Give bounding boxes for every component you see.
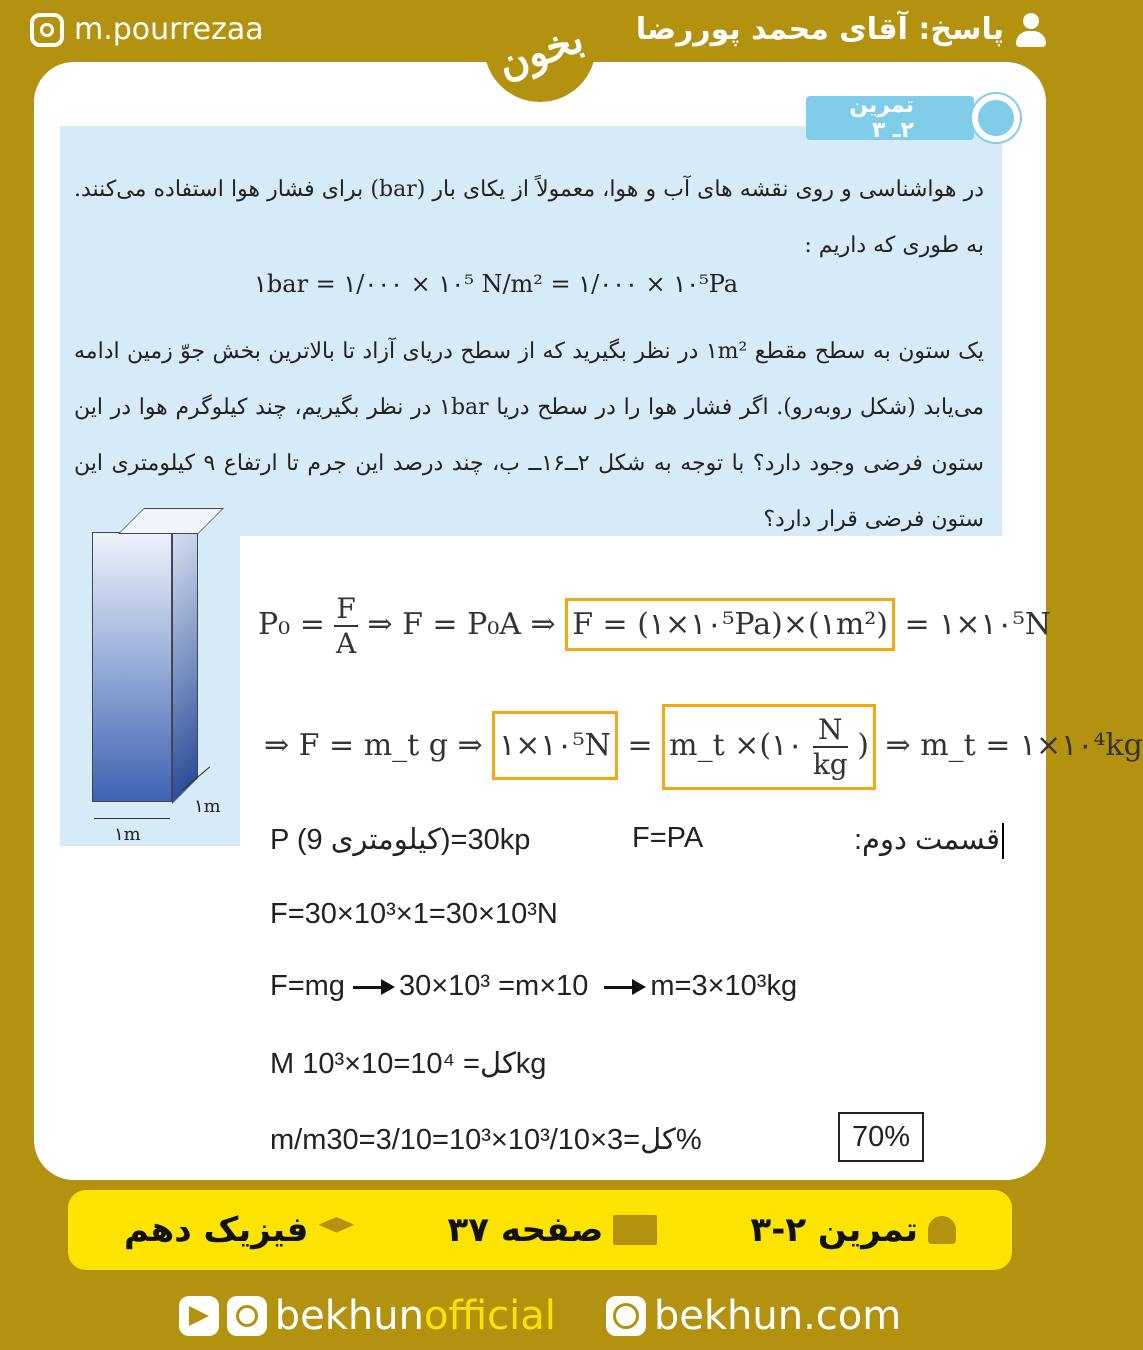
eq2-equals: = [627, 728, 653, 763]
user-icon [1016, 13, 1046, 47]
site-suffix: .com [803, 1293, 902, 1339]
eq1-highlight-box: F = (۱×۱۰⁵Pa)×(۱m²) [565, 598, 895, 651]
eq1-rhs: = ۱×۱۰⁵N [904, 607, 1051, 642]
teacher-icon [928, 1216, 956, 1244]
eq2-lhs: ⇒ F = m_t g ⇒ [264, 728, 493, 763]
column-side [172, 508, 198, 804]
footer-page-label: صفحه ۳۷ [447, 1210, 604, 1250]
footer-exercise-label: تمرین ۲-۳ [750, 1210, 918, 1250]
social-suffix: official [423, 1293, 556, 1339]
footer-subject-label: فیزیک دهم [124, 1210, 309, 1250]
arrow-icon [604, 986, 642, 989]
bar-formula: ۱bar = ۱/۰۰۰ × ۱۰⁵ N/m² = ۱/۰۰۰ × ۱۰⁵Pa [254, 270, 739, 298]
hw-line-5: m/mکل=3×10³/10×10³=3/10=30% [270, 1124, 702, 1156]
hw-line-4: M کل= 10⁴=10×10³kg [270, 1048, 547, 1080]
eq2-box2-post: ) [857, 728, 869, 763]
hw-line-1: P (9 کیلومتری)=30kp [270, 824, 531, 856]
exercise-tab-label: تمرین ۲ـ ۳ [849, 93, 914, 143]
eq2-frac-den: kg [812, 748, 848, 781]
hw-line-3 [270, 970, 797, 1003]
graduation-cap-icon [318, 1217, 354, 1243]
dim-width-label: ۱m [114, 824, 141, 845]
eq2-box2-pre: m_t ×(۱۰ [669, 728, 804, 763]
bottom-social-bar [0, 1282, 1080, 1350]
site-prefix: bekhun [653, 1293, 804, 1339]
para2-text: یک ستون به سطح مقطع ۱m² در نظر بگیرید که از سطح دریای آزاد تا بالاترین بخش جوّ زمین ادامه می‌یابد (شکل روبه‌رو). اگر فشار هوا را در سطح دریا ۱bar در نظر بگیریم، چند کیلوگرم هوا در این ستون فرضی وجود دارد؟ با توجه به شکل ۲ــ۱۶ــ ب، چند درصد این جرم تا ارتفاع ۹ کیلومتری این ستون فرضی قرار دارد؟ [74, 339, 984, 532]
answerer-group [636, 12, 1046, 47]
content-card [34, 62, 1143, 1180]
social-link[interactable] [179, 1293, 556, 1339]
para1-text: در هواشناسی و روی نقشه های آب و هوا، معمولاً از یکای بار (bar) برای فشار هوا استفاده می‌کنند. به طوری که داریم : [74, 177, 984, 258]
book-icon [613, 1215, 657, 1245]
eq2-highlight-box-2 [662, 704, 876, 790]
hw-line-1b: F=PA [632, 822, 704, 854]
final-answer-box: 70% [838, 1112, 924, 1162]
footer-exercise [750, 1210, 956, 1250]
eq2-fraction [813, 713, 848, 781]
solution-equation-2 [264, 704, 1143, 790]
hw-line-3b: 30×10³ =m×10 [398, 970, 589, 1002]
part-two-label: قسمت دوم: [854, 824, 1000, 856]
eq1-frac-num: F [336, 592, 356, 625]
answerer-name: پاسخ: آقای محمد پوررضا [635, 12, 1004, 47]
hw-line-2: F=30×10³×1=30×10³N [270, 898, 558, 930]
hw-line-1c [854, 822, 1004, 859]
text-cursor [1002, 823, 1004, 859]
hw-line-3c: m=3×10³kg [650, 970, 798, 1002]
solution-equation-1 [258, 592, 1051, 660]
eq2-rhs: ⇒ m_t = ۱×۱۰⁴kg [885, 728, 1143, 763]
website-link[interactable] [606, 1293, 901, 1339]
footer-subject [124, 1210, 354, 1250]
column-front [92, 532, 172, 802]
logo-text: بخون [491, 14, 589, 88]
textbook-paragraph-1 [74, 162, 984, 548]
instagram-icon[interactable] [227, 1296, 267, 1336]
exercise-tab-circle [972, 94, 1020, 142]
website-url[interactable] [654, 1293, 901, 1339]
social-prefix: bekhun [274, 1293, 424, 1339]
telegram-icon[interactable] [179, 1296, 219, 1336]
instagram-icon [30, 13, 64, 47]
instagram-handle[interactable]: m.pourrezaa [74, 12, 264, 47]
footer-page [448, 1210, 658, 1250]
dim-depth-label: ۱m [194, 796, 221, 817]
eq1-fraction [334, 592, 357, 660]
arrow-icon [353, 986, 391, 989]
footer-info-bar [68, 1190, 1012, 1270]
eq2-highlight-box-1: ۱×۱۰⁵N [492, 711, 618, 780]
eq1-frac-den: A [336, 627, 357, 660]
exercise-tab [806, 93, 974, 143]
eq2-frac-num: N [813, 713, 848, 748]
globe-icon[interactable] [606, 1296, 646, 1336]
eq1-mid: ⇒ F = P₀A ⇒ [367, 607, 566, 642]
social-handle[interactable] [275, 1293, 556, 1339]
eq1-lhs: P₀ = [258, 607, 335, 642]
width-arrow [94, 818, 170, 819]
hw-line-3a: F=mg [270, 970, 345, 1002]
instagram-handle-group[interactable] [30, 12, 264, 47]
